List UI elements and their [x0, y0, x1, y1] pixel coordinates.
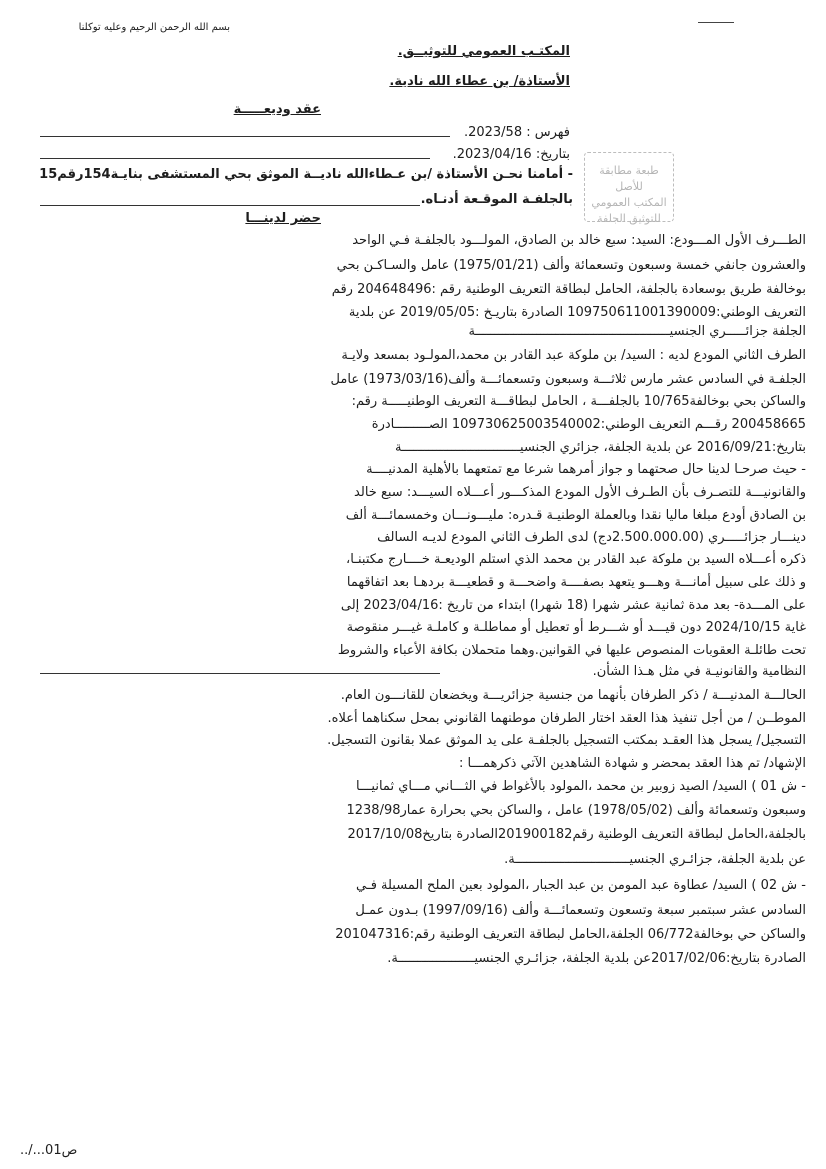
- date-rule: [40, 158, 430, 159]
- body-line: - حيث صرحـا لدينا حال صحتهما و جواز أمرهما شرعا مع تمتعهما بالأهلية المدنيــــة: [366, 462, 806, 477]
- body-line: التسجيل/ يسجل هذا العقـد بمكتب التسجيل بالجلفـة على يد الموثق عملا بقانون التسجيل.: [327, 733, 806, 748]
- body-line: 200458665 رقـــم التعريف الوطني:109730625003540002 الصـــــــــادرة: [371, 417, 806, 432]
- attendance-heading: حضر لدينـــا: [245, 211, 321, 226]
- body-line: بن الصادق أودع مبلغا ماليا نقدا وبالعملة الوطنيـة قـدره: مليـــونـــان وخمسمائـــة ألف: [345, 508, 806, 523]
- body-line: الصادرة بتاريخ:2017/02/06عن بلدية الجلفة، جزائـري الجنسيــــــــــــــــــــة.: [387, 951, 806, 966]
- preamble-rule: [40, 205, 420, 206]
- page-number: ص01.../..: [20, 1143, 78, 1158]
- basmala: بسم الله الرحمن الرحيم وعليه توكلنا: [78, 22, 230, 33]
- body-line: - ش 02 ) السيد/ عطاوة عبد المومن بن عبد الجبار ،المولود بعين الملح المسيلة فـي: [356, 878, 806, 893]
- body-line: الطـــرف الأول المـــودع: السيد: سبع خالد بن الصادق، المولـــود بالجلفـة فـي الواحد: [352, 233, 806, 248]
- notary-name: الأستاذة/ بن عطاء الله نادية.: [389, 74, 570, 89]
- body-line: على المـــدة- بعد مدة ثمانية عشر شهرا (18 شهرا) ابتداء من تاريخ :2023/04/16 إلى: [340, 598, 806, 613]
- body-line: دينـــار جزائـــــري (2.500.000.00دج) لدى الطرف الثاني المودع لديـه السالف: [377, 530, 806, 545]
- body-line: عن بلدية الجلفة، جزائـري الجنسيــــــــــــــــــــــــــــــة.: [504, 852, 806, 867]
- preamble-line-1: - أمامنا نحـن الأستاذة /بن عـطاءالله ناديــة الموثق بحي المستشفى بنايـة154رقم15: [39, 167, 573, 182]
- body-line: - ش 01 ) السيد/ الصيد زوبير بن محمد ،المولود بالأغواط في الثـــاني مـــاي ثمانيـــا: [356, 779, 806, 794]
- contract-date: بتاريخ: 2023/04/16.: [452, 147, 570, 162]
- notary-stamp: طبعة مطابقة للأصل المكتب العمومي للتوثيق الجلفة: [584, 152, 674, 222]
- body-line: بالجلفة،الحامل لبطاقة التعريف الوطنية رقم201900182الصادرة بتاريخ2017/10/08: [347, 827, 806, 842]
- body-line: بوخالفة طريق بوسعادة بالجلفة، الحامل لبطاقة التعريف الوطنية رقم :204648496 رقم: [331, 282, 806, 297]
- body-line: والساكن بحي بوخالفة10/765 بالجلفـــة ، الحامل لبطاقـــة التعريف الوطنيـــــة رقم:: [351, 394, 806, 409]
- body-line: التعريف الوطني:109750611001390009 الصادرة بتاريـخ :2019/05/05 عن بلدية: [348, 305, 806, 320]
- document-title: عقد وديعـــــة: [233, 102, 321, 117]
- body-line: الطرف الثاني المودع لديه : السيد/ بن ملوكة عبد القادر بن محمد،المولـود بمسعد ولايـة: [341, 348, 806, 363]
- office-name: المكتـب العمومي للتوثيــق.: [397, 44, 570, 59]
- body-line: والساكن حي بوخالفة06/772 الجلفة،الحامل لبطاقة التعريف الوطنية رقم:201047316: [335, 927, 806, 942]
- body-line: الموطــن / من أجل تنفيذ هذا العقد اختار الطرفان موطنهما القانوني بمحل سكناهما أعلاه.: [327, 711, 806, 726]
- body-line: غاية 2024/10/15 دون قيـــد أو شـــرط أو تعطيل أو مماطلـة و كاملـة غيـــر منقوصة: [346, 620, 806, 635]
- preamble-line-2: بالجلفـة الموقـعة أدنـاه.: [420, 192, 573, 207]
- body-line: والقانونيـــة للتصـرف بأن الطـرف الأول المودع المذكـــور أعـــلاه السيـــد: سبع خالد: [354, 485, 806, 500]
- body-line: و ذلك على سبيل أمانـــة وهـــو يتعهد بصفــــة واضحـــة و قطعيـــة بردهـا بعد اتفاقهما: [346, 575, 806, 590]
- body-line: بتاريخ:2016/09/21 عن بلدية الجلفة، جزائري الجنسيـــــــــــــــــــــــــــــــة: [395, 440, 806, 455]
- body-line: النظامية والقانونيـة في مثل هـذا الشأن.: [592, 664, 806, 679]
- clause-rule: [40, 673, 440, 674]
- body-line: الجلفة جزائـــــري الجنسيـــــــــــــــــــــــــــــــــــــــــــــــــــة: [468, 324, 806, 339]
- body-line: الإشهاد/ تم هذا العقد بمحضر و شهادة الشاهدين الآتي ذكرهمـــا :: [459, 756, 806, 771]
- body-line: والعشرون جانفي خمسة وسبعون وتسعمائة وألف (1975/01/21) عامل والسـاكـن بحي: [336, 258, 806, 273]
- body-line: الجلفـة في السادس عشر مارس ثلاثـــة وسبعون وتسعمائـــة وألف(1973/03/16) عامل: [330, 372, 806, 387]
- body-line: وسبعون وتسعمائة وألف (1978/05/02) عامل ، والساكن بحي بحرارة عمار1238/98: [346, 803, 806, 818]
- scan-mark: [698, 22, 734, 23]
- index-rule: [40, 136, 450, 137]
- body-line: تحت طائلـة العقوبات المنصوص عليها في القوانين.وهما متحملان بكافة الأعباء والشروط: [337, 643, 806, 658]
- body-line: السادس عشر سبتمبر سبعة وتسعون وتسعمائـــة وألف (1997/09/16) بـدون عمـل: [355, 903, 806, 918]
- body-line: ذكره أعـــلاه السيد بن ملوكة عبد القادر بن محمد الذي استلم الوديعـة خــــارج مكتبنـا،: [346, 552, 806, 567]
- index-number: فهرس : 2023/58.: [463, 125, 570, 140]
- body-line: الحالـــة المدنيـــة / ذكر الطرفان بأنهما من جنسية جزائريـــة ويخضعان للقانـــون العام.: [340, 688, 806, 703]
